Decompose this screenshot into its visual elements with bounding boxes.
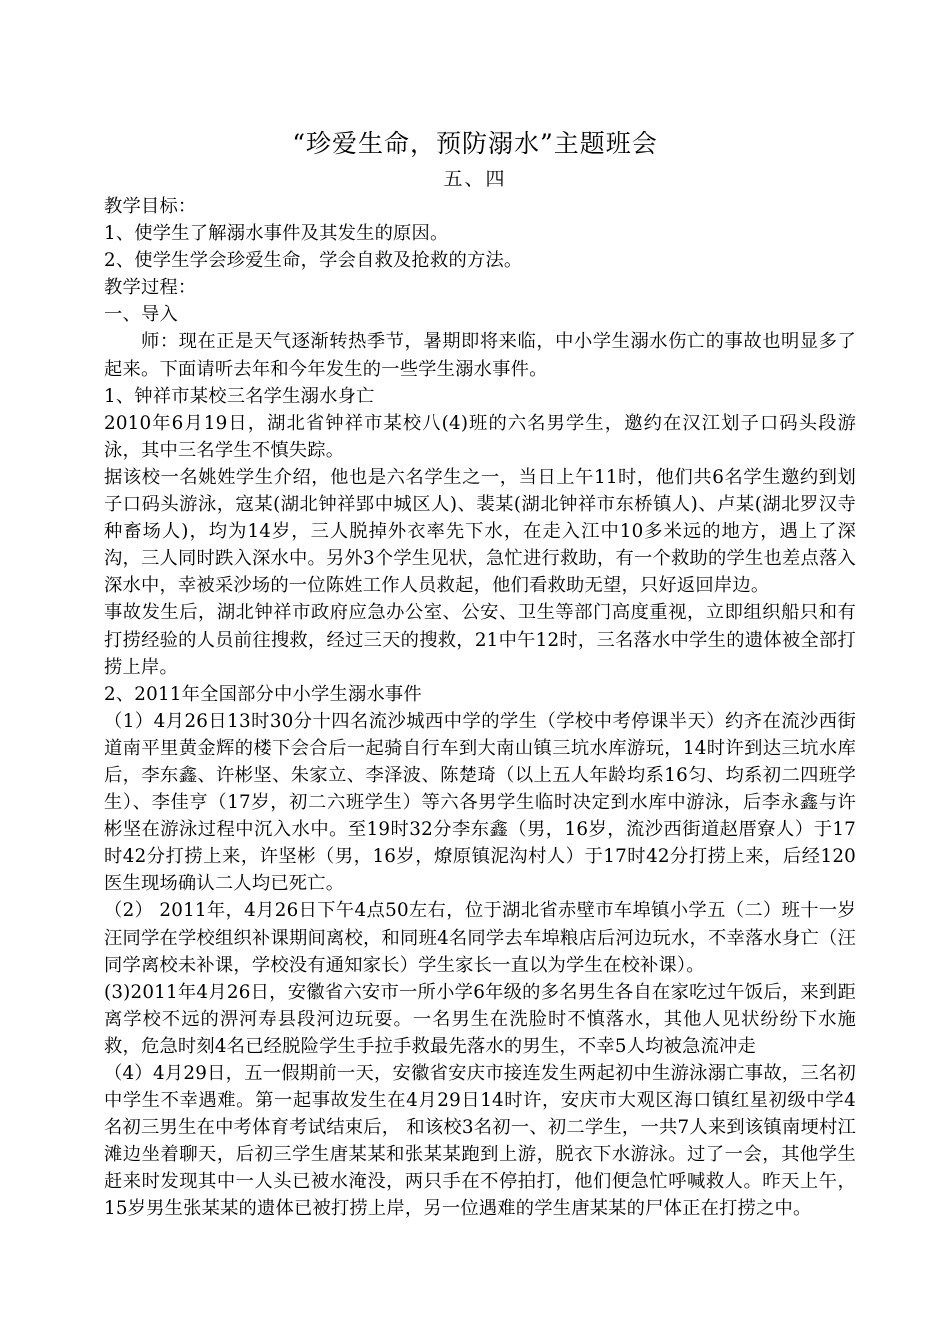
paragraph: 事故发生后，湖北钟祥市政府应急办公室、公安、卫生等部门高度重视，立即组织船只和有打捞经验的人员前往搜救，经过三天的搜救，21中午12时，三名落水中学生的遗体被全部打捞上岸。 [104,602,856,678]
document-body [104,193,856,1223]
paragraph: 师：现在正是天气逐渐转热季节，暑期即将来临，中小学生溺水伤亡的事故也明显多了起来。下面请听去年和今年发生的一些学生溺水事件。 [104,331,856,380]
paragraph: （4）4月29日，五一假期前一天，安徽省安庆市接连发生两起初中生游泳溺亡事故，三名初中学生不幸遇难。第一起事故发生在4月29日14时许，安庆市大观区海口镇红星初级中学4名初三男生在中考体育考试结束后， 和该校3名初一、初二学生，一共7人来到该镇南埂村江滩边坐着聊天，后初三学生唐某某和张某某跑到上游，脱衣下水游泳。过了一会，其他学生赶来时发现其中一人头已被水淹没，两只手在不停拍打，他们便急忙呼喊救人。昨天上午，15岁男生张某某的遗体已被打捞上岸，另一位遇难的学生唐某某的尸体正在打捞之中。 [104,1063,856,1220]
paragraph: 教学目标： [104,196,197,217]
document-title: “珍爱生命，预防溺水”主题班会 [292,129,658,158]
paragraph: 1、使学生了解溺水事件及其发生的原因。 [104,223,449,245]
paragraph: 2、2011年全国部分中小学生溺水事件 [104,683,422,705]
paragraph: 据该校一名姚姓学生介绍，他也是六名学生之一，当日上午11时，他们共6名学生邀约到划子口码头游泳，寇某(湖北钟祥郢中城区人)、裴某(湖北钟祥市东桥镇人)、卢某(湖北罗汉寺种畜场人)，均为14岁，三人脱掉外衣率先下水，在走入江中10多米远的地方，遇上了深沟，三人同时跌入深水中。另外3个学生见状，急忙进行救助，有一个救助的学生也差点落入深水中，幸被采沙场的一位陈姓工作人员救起，他们看救助无望，只好返回岸边。 [104,466,856,597]
paragraph: (3)2011年4月26日，安徽省六安市一所小学6年级的多名男生各自在家吃过午饭后，来到距离学校不远的淠河寿县段河边玩耍。一名男生在洗脸时不慎落水，其他人见状纷纷下水施救，危急时刻4名已经脱险学生手拉手救最先落水的男生，不幸5人均被急流冲走 [104,981,856,1057]
document-subtitle: 五、四 [443,168,507,190]
paragraph: 一、导入 [104,304,178,326]
paragraph: 教学过程： [104,277,197,299]
paragraph: 2010年6月19日，湖北省钟祥市某校八(4)班的六名男学生，邀约在汉江划子口码头段游泳，其中三名学生不慎失踪。 [104,412,856,461]
paragraph: （1）4月26日13时30分十四名流沙城西中学的学生（学校中考停课半天）约齐在流沙西街道南平里黄金辉的楼下会合后一起骑自行车到大南山镇三坑水库游玩，14时许到达三坑水库后，李东鑫、许彬坚、朱家立、李泽波、陈楚琦（以上五人年龄均系16匀、均系初二四班学生）、李佳亨（17岁，初二六班学生）等六各男学生临时决定到水库中游泳，后李永鑫与许彬坚在游泳过程中沉入水中。至19时32分李东鑫（男，16岁，流沙西街道赵厝寮人）于17时42分打捞上来，许坚彬（男，16岁，燎原镇泥沟村人）于17时42分打捞上来，后经120医生现场确认二人均已死亡。 [104,710,856,895]
paragraph: 2、使学生学会珍爱生命，学会自救及抢救的方法。 [104,250,523,272]
paragraph: （2） 2011年，4月26日下午4点50左右，位于湖北省赤壁市车埠镇小学五（二）班十一岁汪同学在学校组织补课期间离校，和同班4名同学去车埠粮店后河边玩水，不幸落水身亡（汪同学离校未补课，学校没有通知家长）学生家长一直以为学生在校补课）。 [104,900,856,976]
paragraph: 1、钟祥市某校三名学生溺水身亡 [104,385,375,407]
